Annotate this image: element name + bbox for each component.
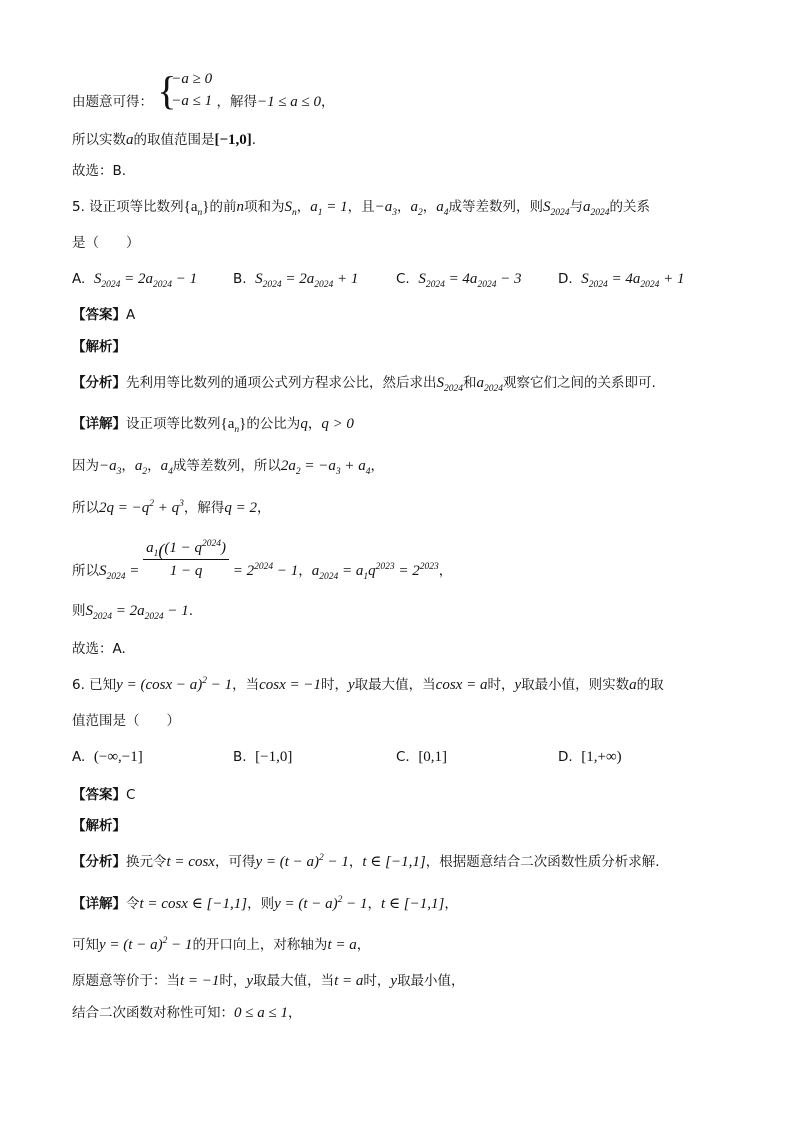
q5-option-a: A. $S_{2024} = 2a_{2024} - 1$ bbox=[72, 271, 198, 290]
q5-answer: 【答案】A bbox=[72, 307, 136, 323]
q6-option-c: C. [0,1] bbox=[396, 749, 448, 765]
question-5-stem-line2: 是（ ） bbox=[72, 235, 140, 251]
q5-analysis: 【分析】先利用等比数列的通项公式列方程求公比，然后求出$S_{2024}$和$a_{2024}$观察它们之间的关系即可. bbox=[72, 375, 656, 394]
q5-detail: 【详解】设正项等比数列$\{a_n\}$的公比为q，q > 0 bbox=[72, 416, 354, 435]
question-6-stem-line2: 值范围是（ ） bbox=[72, 713, 180, 729]
left-brace-icon: { bbox=[157, 68, 177, 113]
q5-step-4: 则$S_{2024} = 2a_{2024} - 1$. bbox=[72, 603, 194, 622]
q6-answer: 【答案】C bbox=[72, 787, 136, 803]
q5-select: 故选：A. bbox=[72, 641, 126, 657]
q6-option-a: A. (−∞,−1] bbox=[72, 749, 143, 765]
q5-step-1: 因为$-a_3$，$a_2$，$a_4$成等差数列，所以$2a_2 = -a_3 + a_4$， bbox=[72, 458, 384, 477]
q5-step-2: 所以$2q = -q^2 + q^3$，解得q = 2， bbox=[72, 499, 271, 516]
q6-step-2: 原题意等价于：当t = −1时，y取最大值，当t = a时，y取最小值， bbox=[72, 973, 465, 989]
q6-detail: 【详解】令t = cosx ∈ [−1,1]，则$y = (t - a)^2 - 1$，t ∈ [−1,1]， bbox=[72, 895, 458, 912]
previous-answer-select: 故选：B. bbox=[72, 163, 127, 179]
q5-option-c: C. $S_{2024} = 4a_{2024} - 3$ bbox=[396, 271, 522, 290]
question-5-stem: 5. 设正项等比数列$\{a_n\}$的前n项和为$S_n$，$a_1 = 1$，且$-a_3$，$a_2$，$a_4$成等差数列，则$S_{2024}$与$a_{2024}$的关系 bbox=[72, 199, 650, 218]
solution-line-range: 所以实数a的取值范围是[−1,0]. bbox=[72, 132, 257, 148]
q5-option-b: B. $S_{2024} = 2a_{2024} + 1$ bbox=[233, 271, 359, 290]
q6-analysis-heading: 【解析】 bbox=[72, 818, 126, 834]
question-6-stem: 6. 已知$y = (\cos x - a)^2 - 1$，当cosx = −1时，y取最大值，当cosx = a时，y取最小值，则实数a的取 bbox=[72, 676, 664, 693]
solution-line-system: 由题意可得： { −a ≥ 0 −a ≤ 1 ，解得−1 ≤ a ≤ 0， bbox=[72, 68, 335, 114]
equation-system: { −a ≥ 0 −a ≤ 1 bbox=[157, 68, 212, 112]
q6-option-b: B. [−1,0] bbox=[233, 749, 293, 765]
q6-step-1: 可知$y = (t - a)^2 - 1$的开口向上，对称轴为t = a， bbox=[72, 936, 371, 953]
sum-fraction: $\frac{a_1((1 - q^{2024})}{1 - q}$ bbox=[143, 538, 229, 581]
q5-step-3: 所以$S_{2024}$ = $\frac{a_1((1 - q^{2024})}{1 - q}$ = $2^{2024} - 1$，$a_{2024} = a_1q^{2023} = 2^{2023}$， bbox=[72, 539, 453, 582]
q5-option-d: D. $S_{2024} = 4a_{2024} + 1$ bbox=[558, 271, 685, 290]
q5-analysis-heading: 【解析】 bbox=[72, 339, 126, 355]
q6-step-3: 结合二次函数对称性可知：0 ≤ a ≤ 1， bbox=[72, 1005, 302, 1021]
q6-analysis: 【分析】换元令t = cosx，可得$y = (t - a)^2 - 1$，t ∈ [−1,1]，根据题意结合二次函数性质分析求解. bbox=[72, 853, 660, 870]
q6-option-d: D. [1,+∞) bbox=[558, 749, 622, 765]
